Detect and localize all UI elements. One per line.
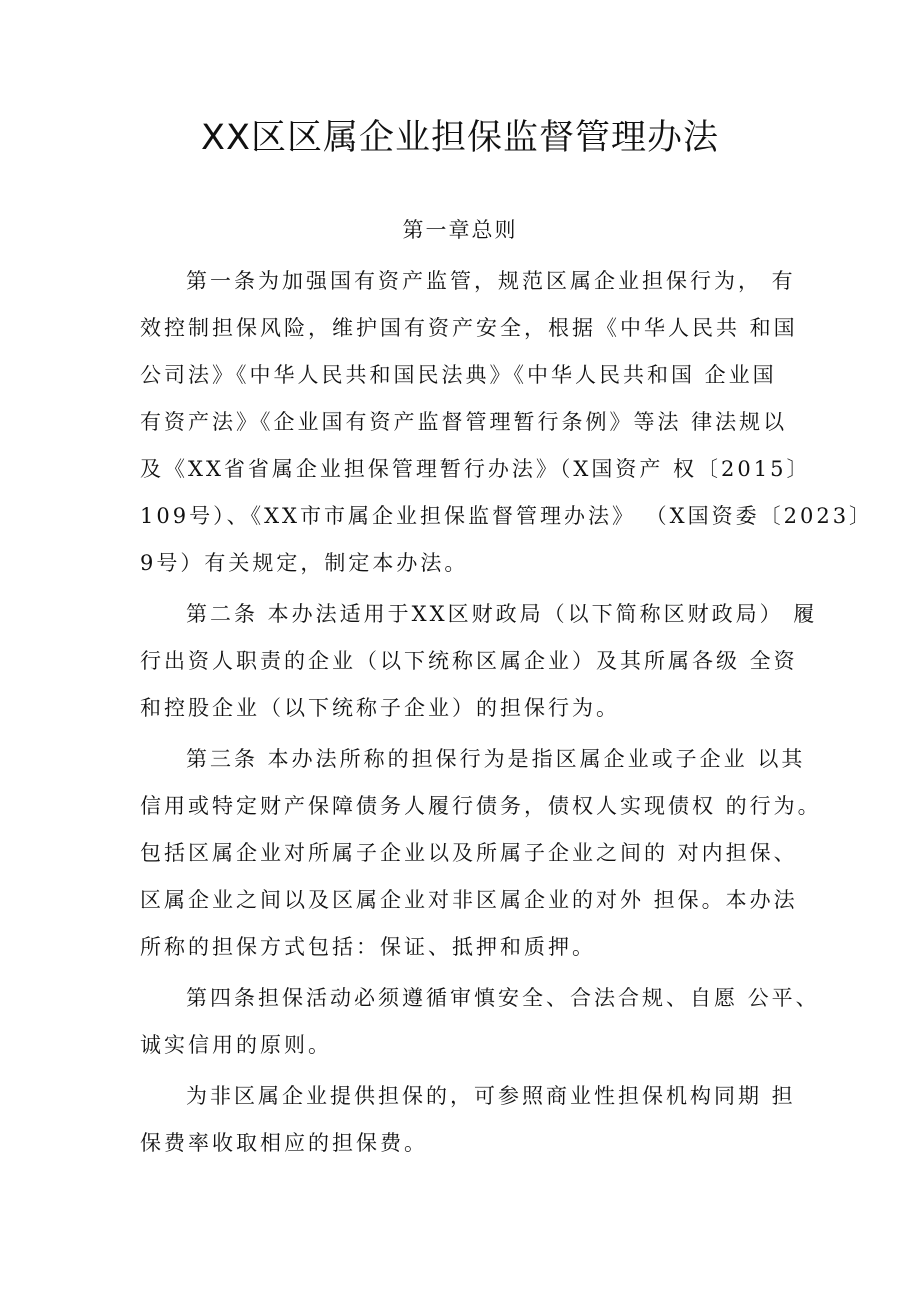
article-1-line-6: 109号）、《XX市市属企业担保监督管理办法》 （X国资委〔2023〕 — [140, 504, 874, 528]
article-1-line-3: 公司法》《中华人民共和国民法典》《中华人民共和国 企业国 — [140, 363, 777, 387]
article-2-line-1: 第二条 本办法适用于XX区财政局（以下简称区财政局） 履 — [186, 602, 818, 626]
article-1-line-2: 效控制担保风险，维护国有资产安全，根据《中华人民共 和国 — [140, 316, 798, 340]
article-1-line-4: 有资产法》《企业国有资产监督管理暂行条例》等法 律法规以 — [140, 410, 788, 434]
article-4-line-2: 诚实信用的原则。 — [140, 1033, 332, 1057]
article-3-line-3: 包括区属企业对所属子企业以及所属子企业之间的 对内担保、 — [140, 841, 798, 865]
article-1-line-5: 及《XX省省属企业担保管理暂行办法》（X国资产 权〔2015〕 — [140, 457, 811, 481]
article-4-line-1: 第四条担保活动必须遵循审慎安全、合法合规、自愿 公平、 — [186, 986, 820, 1010]
article-2-line-2: 行出资人职责的企业（以下统称区属企业）及其所属各级 全资 — [140, 649, 798, 673]
article-3-line-5: 所称的担保方式包括：保证、抵押和质押。 — [140, 935, 596, 959]
article-2-line-3: 和控股企业（以下统称子企业）的担保行为。 — [140, 696, 620, 720]
fee-paragraph-line-2: 保费率收取相应的担保费。 — [140, 1131, 428, 1155]
article-3-line-2: 信用或特定财产保障债务人履行债务，债权人实现债权 的行为。 — [140, 794, 822, 818]
article-1-line-7: 9号）有关规定，制定本办法。 — [140, 551, 469, 575]
article-3-line-4: 区属企业之间以及区属企业对非区属企业的对外 担保。本办法 — [140, 888, 798, 912]
chapter-heading: 第一章总则 — [402, 218, 518, 242]
article-3-line-1: 第三条 本办法所称的担保行为是指区属企业或子企业 以其 — [186, 747, 806, 771]
article-1-line-1: 第一条为加强国有资产监管，规范区属企业担保行为， 有 — [186, 269, 796, 293]
document-title: XX区区属企业担保监督管理办法 — [201, 118, 719, 158]
fee-paragraph-line-1: 为非区属企业提供担保的，可参照商业性担保机构同期 担 — [186, 1084, 796, 1108]
